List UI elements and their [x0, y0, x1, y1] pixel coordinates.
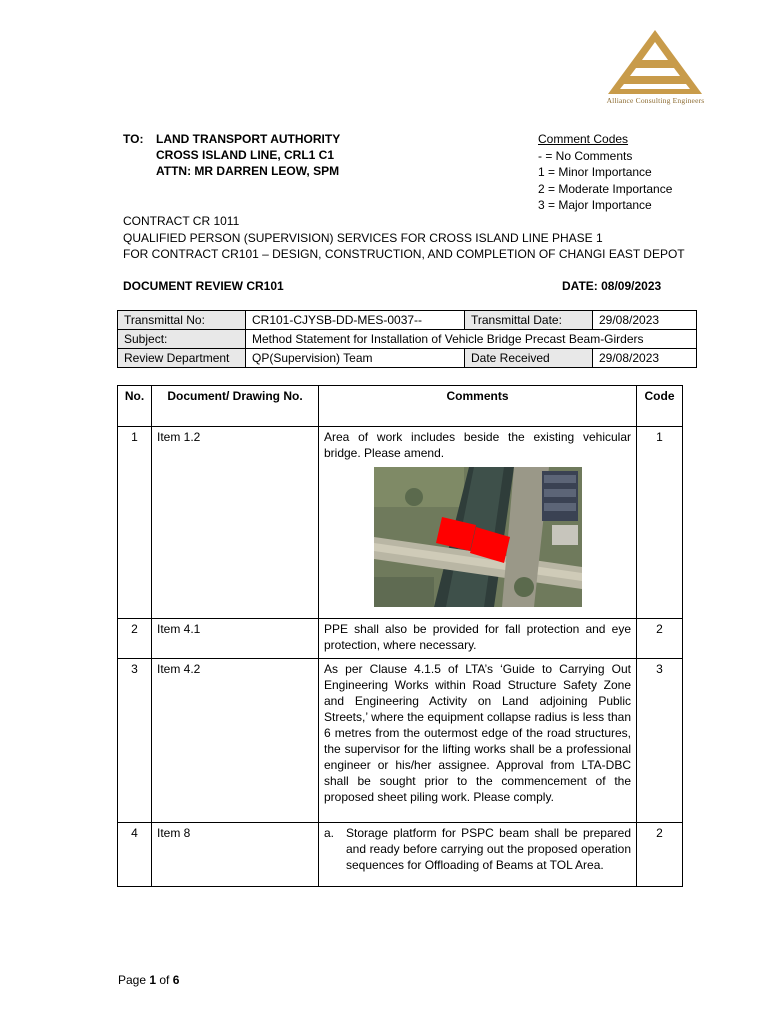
- subject-label: Subject:: [118, 330, 246, 349]
- row-code: 1: [637, 427, 683, 619]
- table-row: [118, 311, 697, 330]
- review-department-value: QP(Supervision) Team: [246, 349, 465, 368]
- contract-line: FOR CONTRACT CR101 – DESIGN, CONSTRUCTION, AND COMPLETION OF CHANGI EAST DEPOT: [123, 247, 685, 261]
- footer-of: of: [156, 973, 173, 987]
- list-item: [324, 825, 631, 873]
- row-document: Item 1.2: [152, 427, 319, 619]
- page-footer: [118, 973, 179, 987]
- table-row: [118, 330, 697, 349]
- review-department-label: Review Department: [118, 349, 246, 368]
- row-no: 1: [118, 427, 152, 619]
- row-comment: As per Clause 4.1.5 of LTA’s ‘Guide to Carrying Out Engineering Works within Road Structure Safety Zone and Engineering Activity on Land adjoining Public Streets,’ where the equipment collapse radius is less than 6 metres from the outermost edge of the road structures, the supervisor for the lifting works shall be a professional engineer or his/her assignee. Approval from LTA-DBC shall be sought prior to the commencement of the proposed sheet piling work. Please comply.: [319, 659, 637, 823]
- row-code: 3: [637, 659, 683, 823]
- footer-prefix: Page: [118, 973, 150, 987]
- row-comment-cell: [319, 823, 637, 887]
- row-document: Item 8: [152, 823, 319, 887]
- date-received-label: Date Received: [465, 349, 593, 368]
- footer-page-total: 6: [172, 973, 180, 987]
- transmittal-no-label: Transmittal No:: [118, 311, 246, 330]
- comment-code-item: - = No Comments: [538, 148, 633, 163]
- table-row: [118, 823, 683, 887]
- review-title: DOCUMENT REVIEW CR101: [123, 279, 284, 293]
- contract-block: [123, 213, 685, 263]
- contract-line: QUALIFIED PERSON (SUPERVISION) SERVICES FOR CROSS ISLAND LINE PHASE 1: [123, 230, 603, 245]
- contract-line: CONTRACT CR 1011: [123, 214, 240, 228]
- row-code: 2: [637, 619, 683, 659]
- row-no: 2: [118, 619, 152, 659]
- aerial-site-photo: [374, 467, 582, 607]
- table-row: [118, 349, 697, 368]
- row-comment: Storage platform for PSPC beam shall be prepared and ready before carrying out the proposed operation sequences for Offloading of Beams at TOL Area.: [346, 826, 631, 872]
- list-marker: a.: [324, 826, 335, 840]
- addressee-line: CROSS ISLAND LINE, CRL1 C1: [156, 148, 335, 162]
- table-header-row: [118, 386, 683, 427]
- transmittal-table: [117, 310, 697, 368]
- logo-wordmark: Alliance Consulting Engineers: [606, 96, 705, 105]
- row-comment-cell: [319, 427, 637, 619]
- subject-value: Method Statement for Installation of Vehicle Bridge Precast Beam-Girders: [246, 330, 697, 349]
- table-row: [118, 427, 683, 619]
- row-document: Item 4.1: [152, 619, 319, 659]
- row-no: 4: [118, 823, 152, 887]
- review-date: DATE: 08/09/2023: [562, 279, 662, 293]
- header-no: No.: [118, 386, 152, 427]
- row-comment: PPE shall also be provided for fall protection and eye protection, where necessary.: [319, 619, 637, 659]
- header-comments: Comments: [319, 386, 637, 427]
- footer-page-number: 1: [149, 973, 157, 987]
- comment-codes-legend: [538, 131, 672, 214]
- table-row: [118, 619, 683, 659]
- transmittal-no-value: CR101-CJYSB-DD-MES-0037--: [246, 311, 465, 330]
- comment-code-item: 2 = Moderate Importance: [538, 181, 673, 196]
- to-label: TO:: [123, 132, 144, 146]
- transmittal-date-label: Transmittal Date:: [465, 311, 593, 330]
- addressee-line: LAND TRANSPORT AUTHORITY: [156, 132, 341, 146]
- table-row: [118, 659, 683, 823]
- row-no: 3: [118, 659, 152, 823]
- row-document: Item 4.2: [152, 659, 319, 823]
- row-code: 2: [637, 823, 683, 887]
- transmittal-date-value: 29/08/2023: [593, 311, 697, 330]
- header-document: Document/ Drawing No.: [152, 386, 319, 427]
- header-code: Code: [637, 386, 683, 427]
- row-comment: Area of work includes beside the existing vehicular bridge. Please amend.: [324, 430, 631, 460]
- comment-codes-title: Comment Codes: [538, 132, 629, 146]
- addressee-line: ATTN: MR DARREN LEOW, SPM: [156, 164, 340, 178]
- comments-table: [117, 385, 683, 887]
- addressee-block: [123, 131, 340, 179]
- comment-code-item: 1 = Minor Importance: [538, 165, 652, 179]
- date-received-value: 29/08/2023: [593, 349, 697, 368]
- comment-code-item: 3 = Major Importance: [538, 198, 652, 212]
